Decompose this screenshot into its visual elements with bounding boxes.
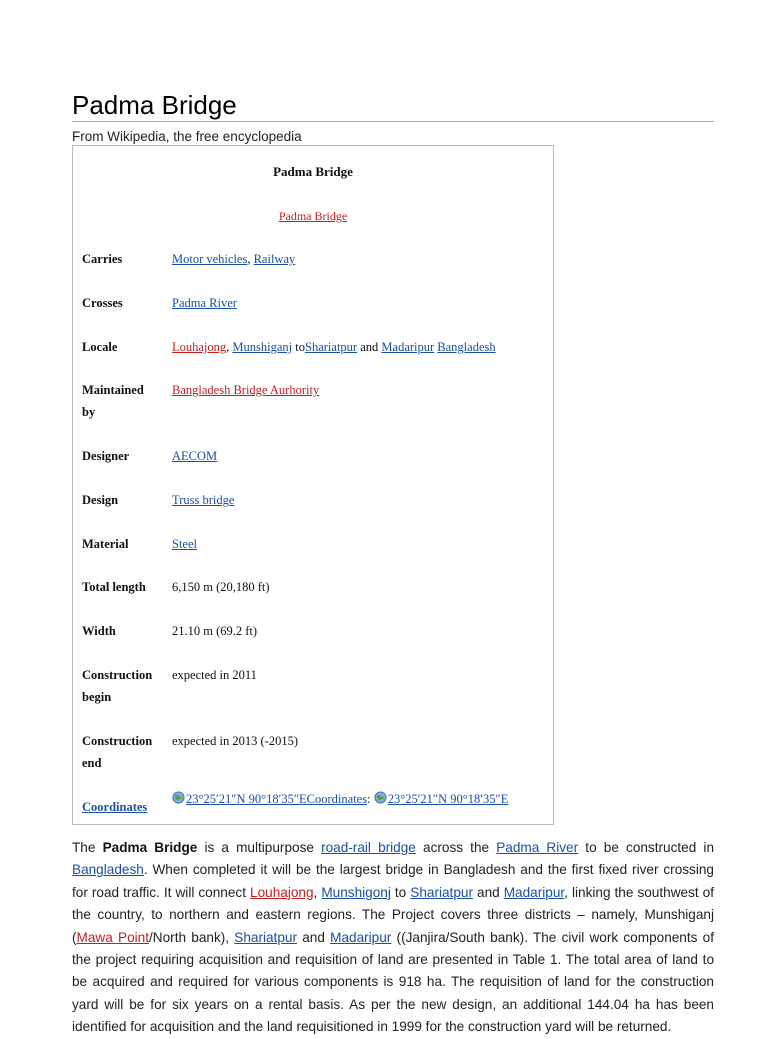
construction-end-value: expected in 2013 (-2015)	[172, 734, 299, 748]
carries-label: Carries	[82, 252, 123, 266]
road-rail-bridge-link[interactable]: road-rail bridge	[321, 840, 416, 855]
padma-river-link[interactable]: Padma River	[172, 296, 237, 310]
bridge-authority-link[interactable]: Bangladesh Bridge Aurhority	[172, 383, 320, 397]
locale-sep-2: to	[292, 340, 306, 354]
infobox-image-link[interactable]: Padma Bridge	[278, 209, 348, 223]
infobox-image-link-row	[73, 209, 553, 224]
madaripur-link[interactable]: Madaripur	[381, 340, 435, 354]
truss-bridge-link[interactable]: Truss bridge	[172, 493, 235, 507]
body-text: , linking the southwest of the country, to northern and eastern regions. The Project covers three districts – namely, Munshiganj (	[72, 884, 715, 945]
body-text: and	[472, 884, 504, 900]
design-label: Design	[82, 493, 119, 507]
coordinates-label-link[interactable]: Coordinates	[82, 800, 148, 814]
shariatpur-body-link-2[interactable]: Shariatpur	[234, 929, 297, 945]
body-text: across the	[415, 840, 497, 855]
coordinates-label-cell	[82, 796, 164, 818]
aecom-link[interactable]: AECOM	[172, 449, 218, 463]
width-value: 21.10 m (69.2 ft)	[172, 624, 258, 638]
maintained-label-line-2: by	[82, 405, 96, 419]
body-text: to	[390, 884, 411, 900]
body-text: and	[296, 929, 331, 945]
munshigonj-body-link[interactable]: Munshigonj	[321, 884, 391, 900]
material-label: Material	[82, 537, 129, 551]
padma-river-body-link[interactable]: Padma River	[496, 840, 579, 855]
munshiganj-link[interactable]: Munshiganj	[232, 340, 293, 354]
madaripur-body-link[interactable]: Madaripur	[503, 884, 565, 900]
motor-vehicles-link[interactable]: Motor vehicles	[172, 252, 248, 266]
maintained-by-label	[82, 379, 164, 423]
bold-title: Padma Bridge	[102, 840, 198, 855]
bangladesh-link[interactable]: Bangladesh	[437, 340, 496, 354]
steel-link[interactable]: Steel	[172, 537, 197, 551]
material-value	[172, 533, 552, 555]
body-text: ((Janjira/South bank). The civil work components of the project requiring acquisition and requisition of land are presented in Table 1. The total area of land to be acquired and required for various components is 918 ha. The requisition of land for the construction yard will be for six years on a rental basis. As per the new design, an additional 144.04 ha has been identified for acquisition and the land requisitioned in 1999 for the construction yard will be returned.	[72, 929, 715, 1035]
carries-separator: ,	[247, 252, 254, 266]
railway-link[interactable]: Railway	[253, 252, 296, 266]
locale-value	[172, 336, 552, 358]
bangladesh-body-link[interactable]: Bangladesh	[72, 862, 144, 878]
maintained-by-value	[172, 379, 552, 401]
body-text: The	[72, 840, 103, 855]
designer-label: Designer	[82, 449, 130, 463]
construction-end-line-1: Construction	[82, 734, 153, 748]
madaripur-body-link-2[interactable]: Madaripur	[330, 929, 392, 945]
page-title: Padma Bridge	[72, 90, 237, 120]
infobox	[72, 145, 554, 825]
width-label: Width	[82, 624, 116, 638]
designer-value	[172, 445, 552, 467]
louhajong-link[interactable]: Louhajong	[172, 340, 227, 354]
coordinates-colon: :	[367, 792, 374, 806]
total-length-label: Total length	[82, 580, 146, 594]
body-text: ,	[313, 884, 322, 900]
construction-end-label	[82, 730, 164, 774]
construction-begin-line-1: Construction	[82, 668, 153, 682]
coordinates-value	[172, 788, 552, 810]
locale-sep-1: ,	[226, 340, 233, 354]
body-text: is a multipurpose	[197, 840, 322, 855]
tagline: From Wikipedia, the free encyclopedia	[72, 129, 302, 144]
body-text: . When completed it will be the largest bridge in Bangladesh and the first fixed river crossing for road traffic. It will connect	[72, 862, 714, 900]
crosses-label: Crosses	[82, 296, 123, 310]
carries-value	[172, 248, 552, 270]
shariatpur-body-link[interactable]: Shariatpur	[410, 884, 473, 900]
maintained-label-line-1: Maintained	[82, 383, 144, 397]
coordinates-inline-link[interactable]: Coordinates	[306, 792, 368, 806]
coordinates-link-1[interactable]: 23°25′21″N 90°18′35″E	[186, 792, 307, 806]
crosses-value	[172, 292, 552, 314]
globe-icon[interactable]	[374, 791, 387, 804]
body-text: /North bank),	[149, 929, 235, 945]
design-value	[172, 489, 552, 511]
total-length-value: 6,150 m (20,180 ft)	[172, 580, 270, 594]
title-divider	[72, 121, 714, 122]
locale-label: Locale	[82, 340, 118, 354]
construction-begin-label	[82, 664, 164, 708]
construction-begin-value: expected in 2011	[172, 668, 257, 682]
shariatpur-link[interactable]: Shariatpur	[305, 340, 358, 354]
construction-begin-line-2: begin	[82, 690, 112, 704]
globe-icon[interactable]	[172, 791, 185, 804]
locale-sep-3: and	[357, 340, 382, 354]
louhajong-body-link[interactable]: Louhajong	[250, 884, 314, 900]
mawa-point-link[interactable]: Mawa Point	[76, 929, 150, 945]
coordinates-link-2[interactable]: 23°25′21″N 90°18′35″E	[387, 792, 509, 806]
construction-end-line-2: end	[82, 756, 102, 770]
body-text: to be constructed in	[578, 840, 715, 855]
infobox-caption: Padma Bridge	[273, 164, 353, 179]
article-body	[72, 837, 714, 1039]
